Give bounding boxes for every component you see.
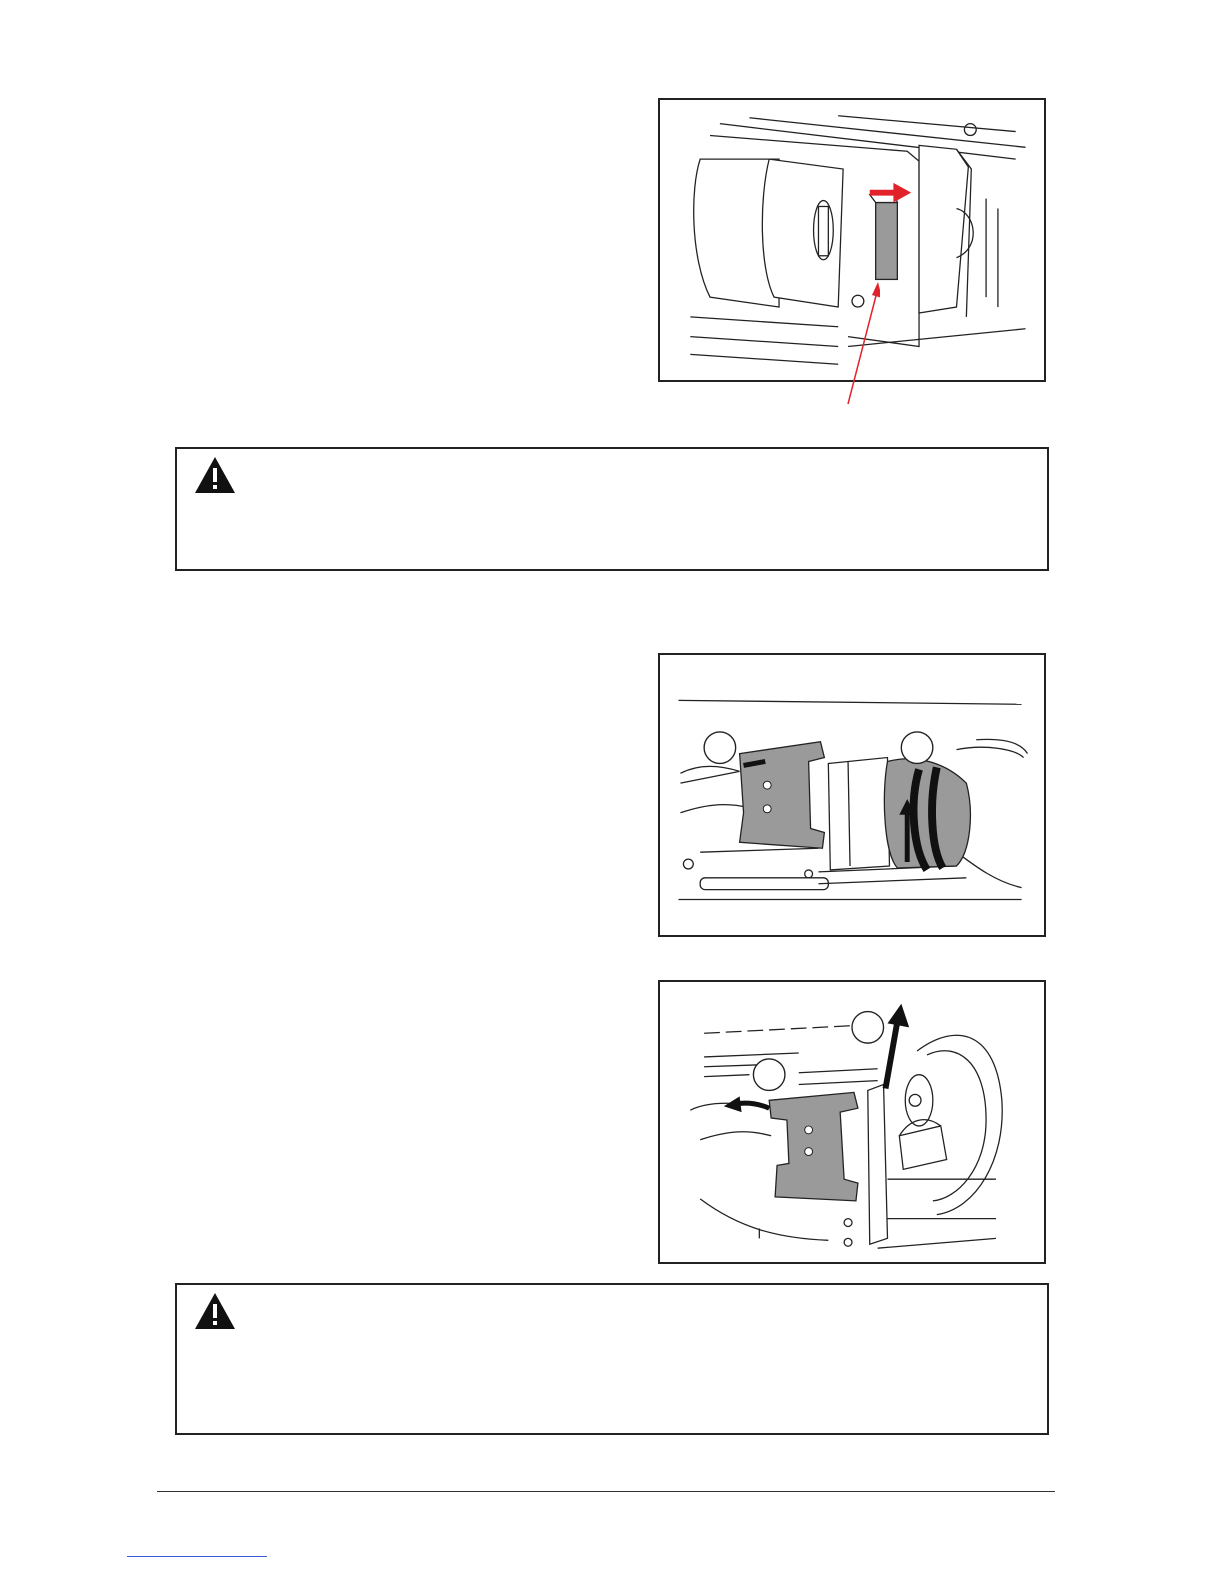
callout-circle-b — [852, 1012, 884, 1044]
callout-circle-a — [704, 732, 736, 764]
roller-lift-illustration — [660, 982, 1044, 1262]
callout-circle-a — [753, 1059, 785, 1091]
pull-left-arrow — [724, 1096, 769, 1112]
footer-rule — [157, 1491, 1055, 1492]
roller-part-highlight — [876, 203, 898, 280]
roller-rotate-illustration — [660, 655, 1044, 935]
roller-holder-part — [740, 742, 825, 848]
figure-roller-lift-out — [658, 980, 1046, 1264]
roller-holder-part — [769, 1092, 858, 1200]
caution-box-1 — [175, 447, 1049, 571]
warning-triangle-icon — [193, 1291, 237, 1331]
roller-tire — [884, 759, 970, 868]
lift-up-arrow — [886, 1004, 910, 1089]
warning-triangle-icon — [193, 455, 237, 495]
callout-circle-b — [901, 732, 933, 764]
footer-link-underline[interactable] — [127, 1556, 267, 1557]
figure-roller-rotate — [658, 653, 1046, 937]
part-leader-line — [820, 270, 880, 410]
caution-box-2 — [175, 1283, 1049, 1435]
